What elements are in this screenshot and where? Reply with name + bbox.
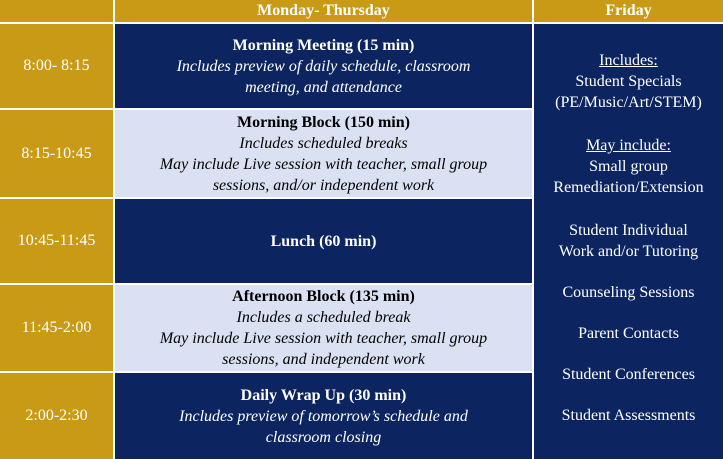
header-monday-thursday: Monday- Thursday	[115, 0, 532, 22]
activity-title: Lunch (60 min)	[270, 232, 377, 250]
activity-desc-line: May include Live session with teacher, small group	[159, 330, 488, 347]
activity-desc-line: classroom closing	[265, 428, 382, 446]
activity-title: Afternoon Block (135 min)	[232, 288, 415, 305]
activity-title: Daily Wrap Up (30 min)	[240, 386, 407, 404]
activity-desc-line: meeting, and attendance	[245, 78, 402, 96]
activity-desc-line: May include Live session with teacher, small group	[159, 155, 488, 173]
activity-cell-morning-block	[115, 110, 532, 197]
friday-line: Small group	[589, 158, 668, 175]
friday-line: Remediation/Extension	[553, 179, 704, 196]
friday-item: Work and/or Tutoring	[558, 243, 699, 260]
activity-desc-line: sessions, and independent work	[222, 351, 425, 368]
activity-cell-morning-meeting	[115, 24, 532, 108]
friday-item: Parent Contacts	[578, 325, 679, 342]
time-cell: 8:15-10:45	[0, 110, 113, 197]
friday-item: Student Assessments	[561, 407, 696, 424]
activity-cell-afternoon-block	[115, 285, 532, 371]
friday-includes-heading: Includes:	[599, 52, 658, 69]
activity-desc-line: Includes preview of daily schedule, classroom	[176, 57, 471, 75]
friday-may-include-heading: May include:	[586, 137, 671, 154]
friday-item: Counseling Sessions	[562, 284, 695, 301]
activity-desc-line: Includes preview of tomorrow’s schedule and	[179, 407, 468, 425]
activity-cell-lunch	[115, 199, 532, 283]
friday-column	[534, 24, 723, 459]
time-cell: 2:00-2:30	[0, 373, 113, 459]
activity-title: Morning Block (150 min)	[237, 113, 410, 131]
friday-item: Student Conferences	[562, 366, 695, 383]
activity-desc-line: sessions, and/or independent work	[212, 176, 435, 194]
activity-desc-line: Includes a scheduled break	[236, 309, 411, 326]
activity-cell-daily-wrap-up	[115, 373, 532, 459]
header-time-blank	[0, 0, 113, 22]
header-friday: Friday	[534, 0, 723, 22]
time-cell: 11:45-2:00	[0, 285, 113, 371]
friday-line: (PE/Music/Art/STEM)	[555, 94, 702, 111]
activity-desc-line: Includes scheduled breaks	[239, 134, 408, 152]
time-cell: 10:45-11:45	[0, 199, 113, 283]
activity-title: Morning Meeting (15 min)	[232, 36, 415, 54]
friday-item: Student Individual	[569, 222, 688, 239]
time-cell: 8:00- 8:15	[0, 24, 113, 108]
friday-line: Student Specials	[575, 73, 682, 90]
